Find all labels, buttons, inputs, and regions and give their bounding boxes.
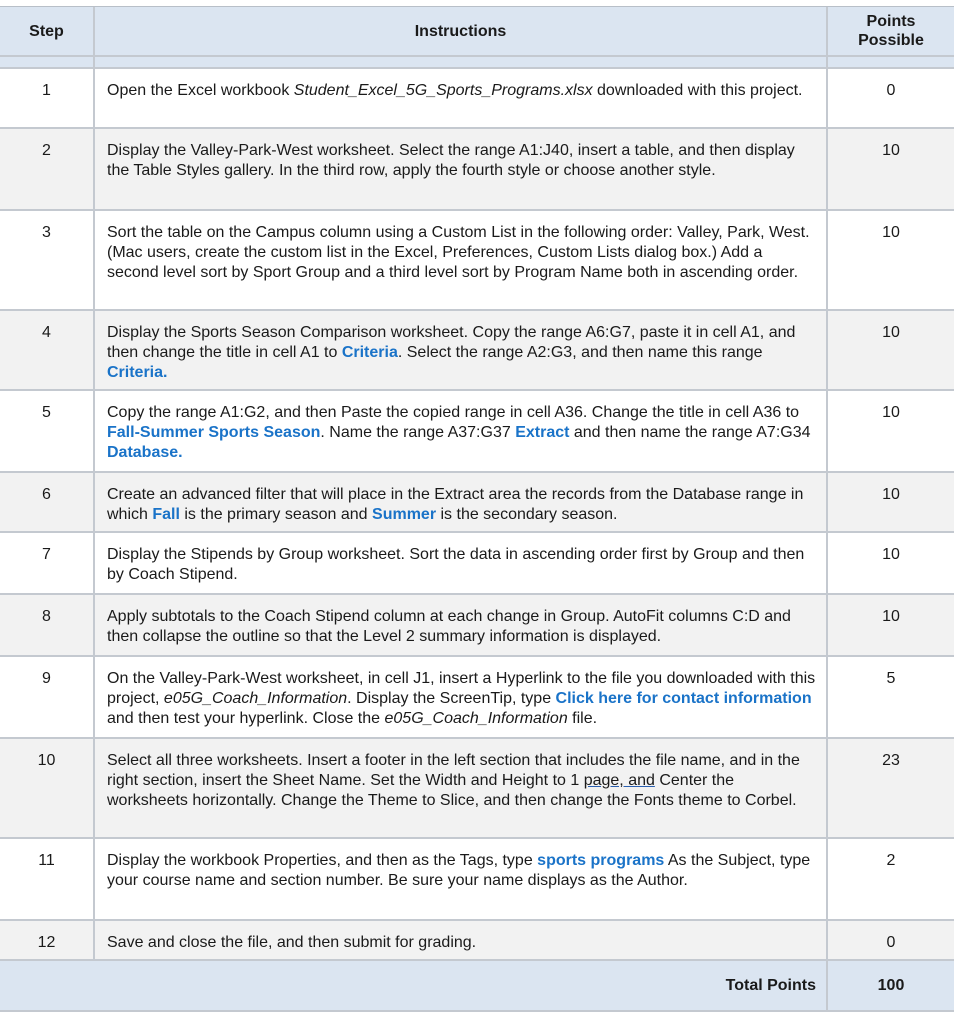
instruction-text xyxy=(95,211,828,309)
table-row xyxy=(0,595,954,657)
points-value: 5 xyxy=(886,670,896,687)
instruction-text xyxy=(95,839,828,919)
italic-filename: e05G_Coach_Information xyxy=(163,690,348,707)
table-row xyxy=(0,211,954,311)
instruction-text xyxy=(95,69,828,127)
total-row xyxy=(0,961,954,1012)
instruction-segment: Display the Sports Season Comparison worksheet. Copy the range A6:G7, paste it in cell A1, and then change the title in cell A1 to xyxy=(107,324,796,361)
step-number: 1 xyxy=(0,69,95,127)
step-number: 7 xyxy=(0,533,95,593)
instruction-text xyxy=(95,595,828,655)
instruction-text xyxy=(95,391,828,471)
instruction-text xyxy=(95,473,828,531)
points-value: 23 xyxy=(882,752,900,769)
step-number: 5 xyxy=(0,391,95,471)
instruction-segment: Save and close the file, and then submit for grading. xyxy=(107,934,477,951)
step-number: 9 xyxy=(0,657,95,737)
highlighted-keyword: sports programs xyxy=(537,852,665,869)
points-value: 0 xyxy=(886,934,896,951)
table-body xyxy=(0,69,954,961)
instruction-segment: Display the Valley-Park-West worksheet. Select the range A1:J40, insert a table, and then display the Table Styles gallery. In the third row, apply the fourth style or choose another style. xyxy=(107,142,795,179)
italic-filename: e05G_Coach_Information xyxy=(384,710,568,727)
instruction-text xyxy=(95,739,828,837)
highlighted-keyword: Extract xyxy=(515,424,570,441)
points-value: 10 xyxy=(882,486,900,503)
highlighted-keyword: Summer xyxy=(372,506,437,523)
points-header-line2: Possible xyxy=(858,32,924,49)
instruction-text xyxy=(95,129,828,209)
total-points-value: 100 xyxy=(877,976,905,994)
points-value: 10 xyxy=(882,142,900,159)
table-row xyxy=(0,311,954,391)
step-number: 11 xyxy=(0,839,95,919)
instruction-segment: is the primary season and xyxy=(179,506,373,523)
step-number: 3 xyxy=(0,211,95,309)
instruction-text xyxy=(95,921,828,959)
table-row xyxy=(0,69,954,129)
highlighted-keyword: Criteria. xyxy=(107,364,168,381)
points-value: 2 xyxy=(886,852,896,869)
highlighted-keyword: Fall xyxy=(152,506,180,523)
instruction-segment: . Display the ScreenTip, type xyxy=(347,690,556,707)
instruction-segment: and then name the range A7:G34 xyxy=(569,424,811,441)
instruction-segment: Sort the table on the Campus column using a Custom List in the following order: Valley, Park, West. (Mac users, create the custom list in the Excel, Preferences, Custom Lists dialog box.) Add a second level sort by Sport Group and a third level sort by Program Name both in ascending order. xyxy=(107,224,810,281)
instruction-text xyxy=(95,533,828,593)
points-value: 0 xyxy=(886,82,896,99)
table-row xyxy=(0,657,954,739)
highlighted-keyword: Fall-Summer Sports Season xyxy=(107,424,321,441)
highlighted-keyword: Database. xyxy=(107,444,183,461)
spacer-cell xyxy=(828,57,954,67)
table-row xyxy=(0,391,954,473)
step-number: 12 xyxy=(0,921,95,959)
points-header-line1: Points xyxy=(866,13,916,30)
spacer-cell xyxy=(95,57,828,67)
spacer-cell xyxy=(0,57,95,67)
table-row xyxy=(0,473,954,533)
highlighted-keyword: Criteria xyxy=(341,344,398,361)
instructions-column-header: Instructions xyxy=(95,7,828,55)
points-value: 10 xyxy=(882,324,900,341)
step-number: 6 xyxy=(0,473,95,531)
instruction-segment: file. xyxy=(567,710,598,727)
instruction-segment: Copy the range A1:G2, and then Paste the copied range in cell A36. Change the title in cell A36 to xyxy=(107,404,800,421)
italic-filename: Student_Excel_5G_Sports_Programs.xlsx xyxy=(293,82,593,99)
instruction-segment: Create an advanced filter that will place in the Extract area the records from the Database range in which xyxy=(107,486,804,523)
instruction-segment: Display the Stipends by Group worksheet. Sort the data in ascending order first by Group and then by Coach Stipend. xyxy=(107,546,805,583)
total-empty-cell xyxy=(0,961,95,1010)
instructions-table xyxy=(0,6,954,1012)
instruction-segment: Apply subtotals to the Coach Stipend column at each change in Group. AutoFit columns C:D and then collapse the outline so that the Level 2 summary information is displayed. xyxy=(107,608,791,645)
points-column-header xyxy=(828,7,954,55)
instruction-segment: and then test your hyperlink. Close the xyxy=(107,710,385,727)
header-spacer-row xyxy=(0,57,954,69)
instruction-segment: Select all three worksheets. Insert a footer in the left section that includes the file name, and in the right section, insert the Sheet Name. Set the Width and Height to 1 xyxy=(107,752,800,789)
total-points-label: Total Points xyxy=(95,961,828,1010)
step-number: 4 xyxy=(0,311,95,389)
points-value: 10 xyxy=(882,404,900,421)
table-row xyxy=(0,839,954,921)
instruction-segment: . Name the range A37:G37 xyxy=(320,424,516,441)
instruction-segment: is the secondary season. xyxy=(436,506,618,523)
instruction-segment: As the Subject, type your course name and section number. Be sure your name displays as the Author. xyxy=(107,852,811,889)
instruction-segment: downloaded with this project. xyxy=(592,82,803,99)
table-row xyxy=(0,921,954,961)
instruction-text xyxy=(95,311,828,389)
table-row xyxy=(0,739,954,839)
step-number: 2 xyxy=(0,129,95,209)
points-value: 10 xyxy=(882,224,900,241)
instruction-segment: Display the workbook Properties, and then as the Tags, type xyxy=(107,852,538,869)
table-row xyxy=(0,129,954,211)
instruction-segment: On the Valley-Park-West worksheet, in cell J1, insert a Hyperlink to the file you downloaded with this project, xyxy=(107,670,816,707)
instruction-segment: page, and xyxy=(583,772,655,789)
table-header-row xyxy=(0,7,954,57)
instruction-segment: . Select the range A2:G3, and then name this range xyxy=(397,344,763,361)
table-row xyxy=(0,533,954,595)
step-number: 8 xyxy=(0,595,95,655)
step-column-header: Step xyxy=(0,7,95,55)
instruction-segment: Center the worksheets horizontally. Change the Theme to Slice, and then change the Fonts theme to Corbel. xyxy=(107,772,797,809)
instruction-text xyxy=(95,657,828,737)
instruction-segment: Open the Excel workbook xyxy=(107,82,294,99)
points-value: 10 xyxy=(882,608,900,625)
step-number: 10 xyxy=(0,739,95,837)
highlighted-keyword: Click here for contact information xyxy=(555,690,812,707)
points-value: 10 xyxy=(882,546,900,563)
